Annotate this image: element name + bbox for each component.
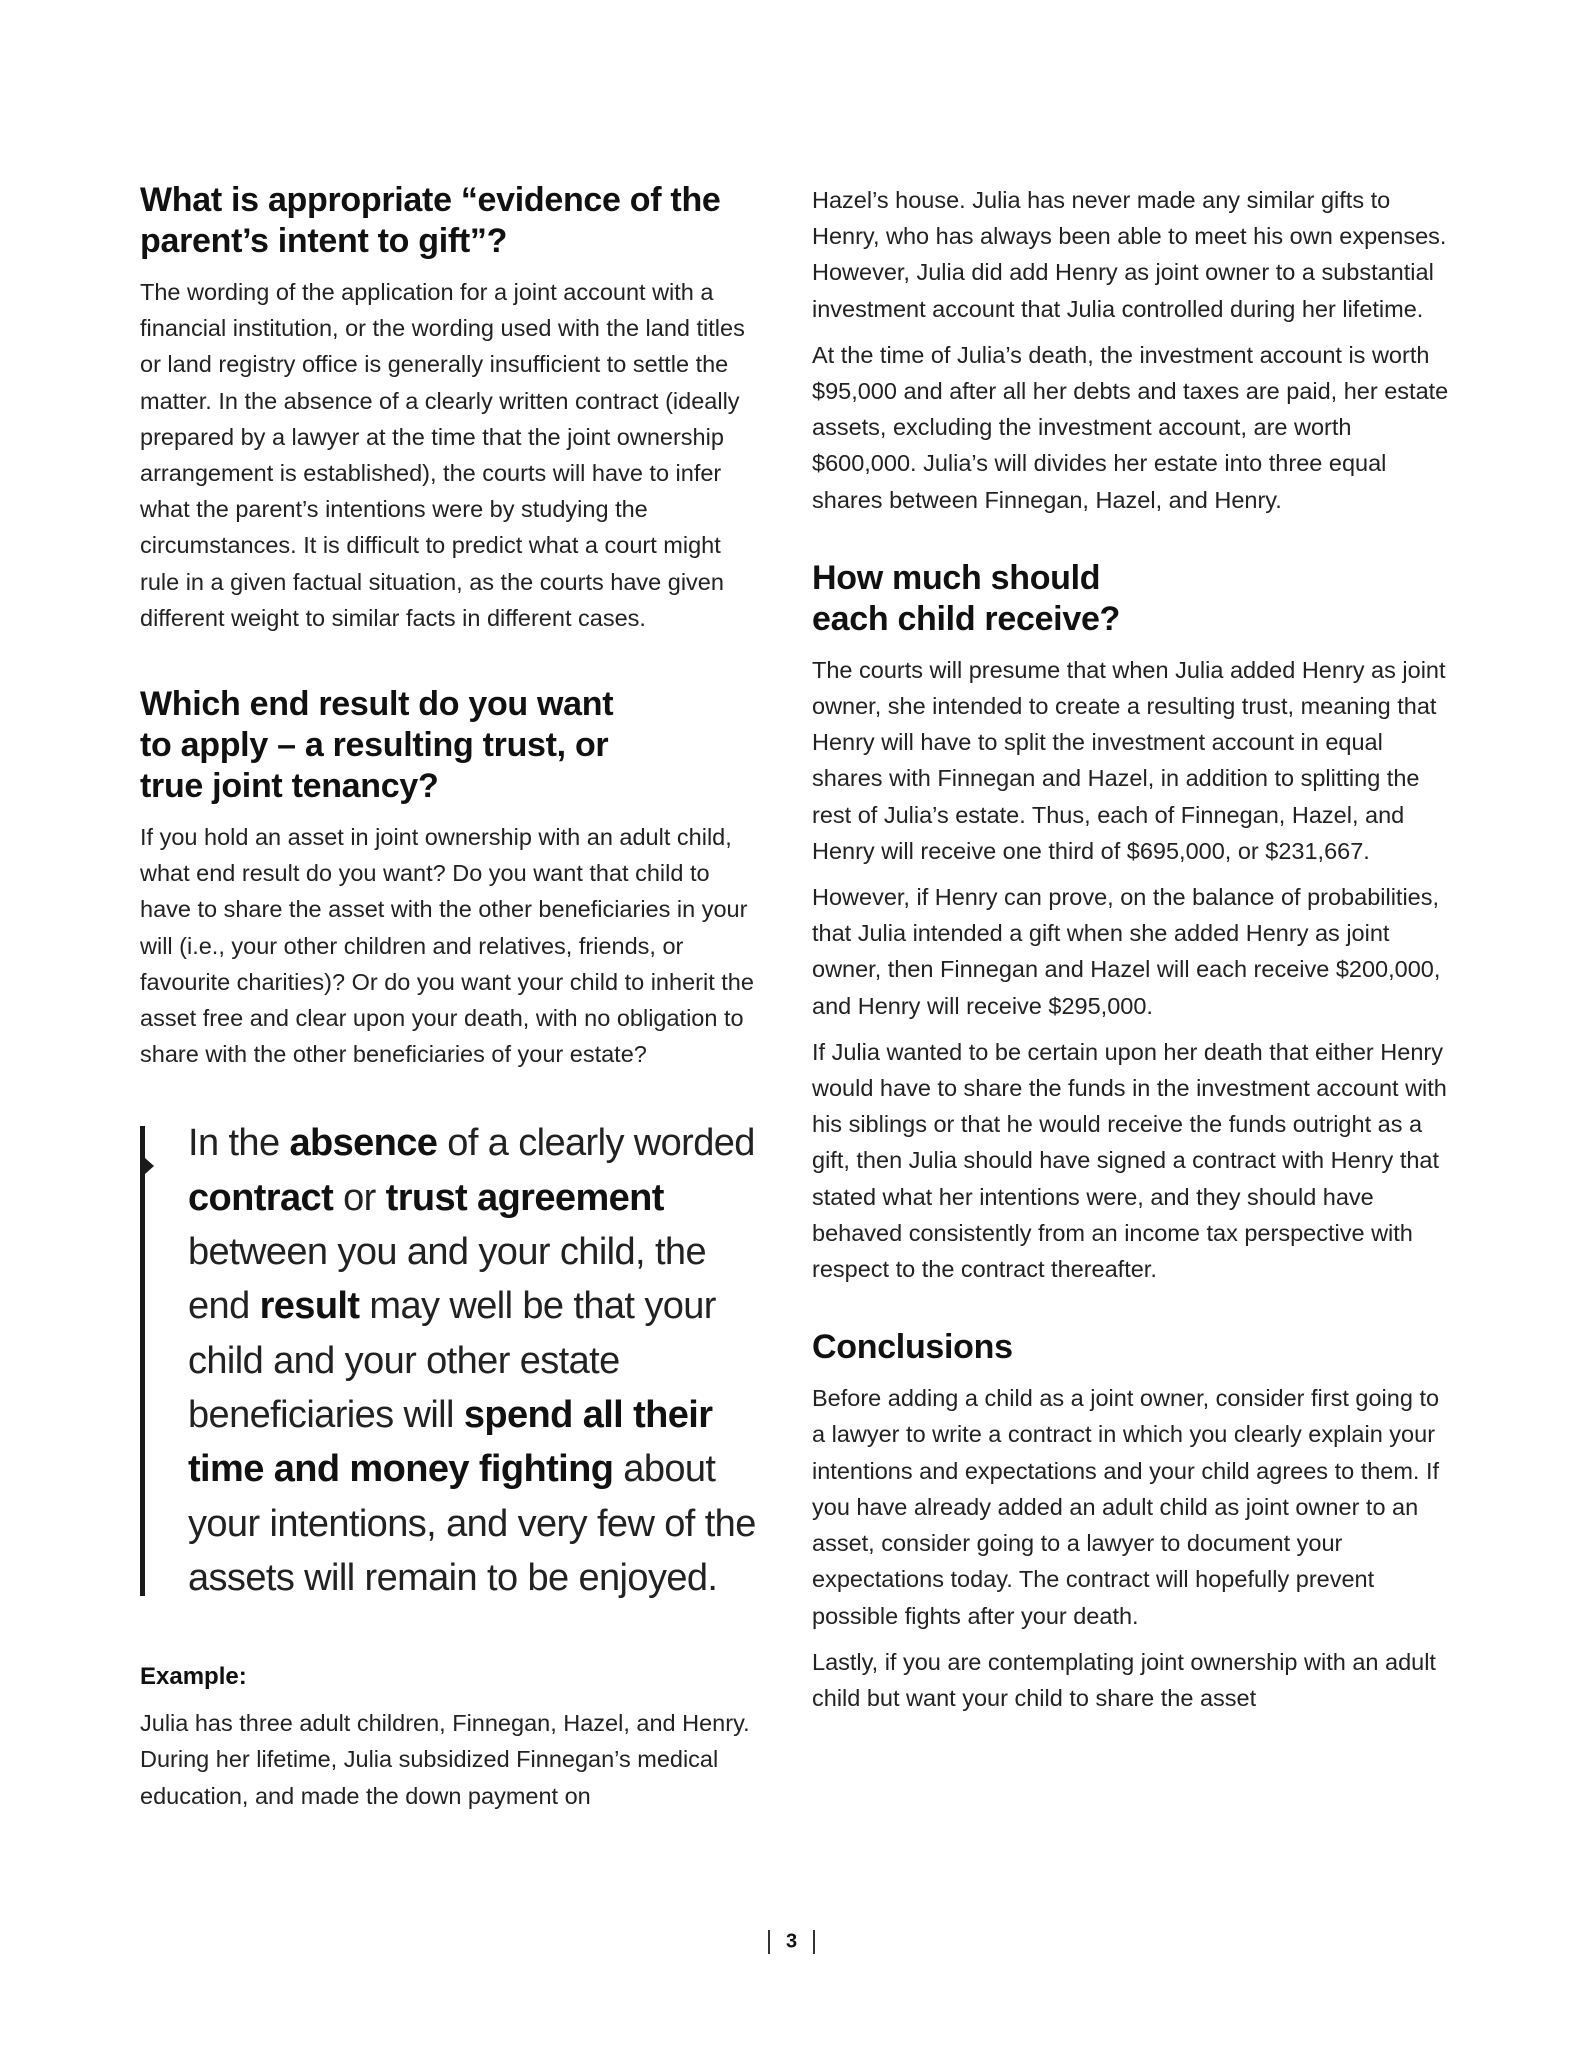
paragraph-hazels-house: Hazel’s house. Julia has never made any similar gifts to Henry, who has always been able to meet his own expenses. However, Julia did add Henry as joint owner to a substantial investment account that Julia controlled during her lifetime. [812, 187, 1447, 322]
page-number [0, 1930, 1583, 1954]
paragraph-henry-can-prove: However, if Henry can prove, on the balance of probabilities, that Julia intended a gift when she added Henry as joint owner, then Finnegan and Hazel will each receive $200,000, and Henry will receive $295,000. [812, 884, 1441, 1019]
heading-conclusions: Conclusions [812, 1328, 1013, 1367]
example-label: Example: [140, 1663, 247, 1691]
paragraph-julia-certain: If Julia wanted to be certain upon her death that either Henry would have to share the funds in the investment account with his siblings or that he would receive the funds outright as a gift, then Julia should have signed a contract with Henry that stated what her intentions were, and they should have behaved consistently from an income tax perspective with respect to the contract thereafter. [812, 1038, 1447, 1283]
right-column [812, 182, 1452, 1726]
paragraph-wording-of-application: The wording of the application for a joint account with a financial institution, or the wording used with the land titles or land registry office is generally insufficient to settle the matter. In the absence of a clearly written contract (ideally prepared by a lawyer at the time that the joint ownership arrangement is established), the courts will have to infer what the parent’s intentions were by studying the circumstances. It is difficult to predict what a court might rule in a given factual situation, as the courts have given different weight to similar facts in different cases. [140, 279, 745, 631]
paragraph-time-of-death: At the time of Julia’s death, the investment account is worth $95,000 and after all her debts and taxes are paid, her estate assets, excluding the investment account, are worth $600,000. Julia’s will divides her estate into three equal shares between Finnegan, Hazel, and Henry. [812, 341, 1449, 513]
page-number-value: 3 [785, 1930, 798, 1953]
paragraph-before-adding-child: Before adding a child as a joint owner, consider first going to a lawyer to write a contract in which you clearly explain your intentions and expectations and your child agrees to them. If you have already added an adult child as joint owner to an asset, consider going to a lawyer to document your expectations today. The contract will hopefully prevent possible fights after your death. [812, 1385, 1440, 1629]
pull-quote [140, 1116, 765, 1605]
paragraph-lastly: Lastly, if you are contemplating joint ownership with an adult child but want your child to share the asset [812, 1648, 1436, 1711]
heading-evidence-of-intent: What is appropriate “evidence of the parent’s intent to gift”? [140, 181, 721, 260]
page-number-divider-right [813, 1930, 815, 1954]
heading-which-end-result: Which end result do you want to apply – a resulting trust, or true joint tenancy? [140, 685, 614, 806]
pull-quote-notch [145, 1158, 154, 1174]
paragraph-joint-ownership-question: If you hold an asset in joint ownership with an adult child, what end result do you want? Do you want that child to have to share the asset with the other beneficiaries in your will (i.e., your other children and relatives, friends, or favourite charities)? Or do you want your child to inherit the asset free and clear upon your death, with no obligation to share with the other beneficiaries of your estate? [140, 824, 754, 1068]
pull-quote-text: In the absence of a clearly worded contract or trust agreement between you and your child, the end result may well be that your child and your other estate beneficiaries will spend all their time and money fighting about your intentions, and very few of the assets will remain to be enjoyed. [188, 1122, 756, 1599]
paragraph-courts-presume: The courts will presume that when Julia added Henry as joint owner, she intended to create a resulting trust, meaning that Henry will have to split the investment account in equal shares with Finnegan and Hazel, in addition to splitting the rest of Julia’s estate. Thus, each of Finnegan, Hazel, and Henry will receive one third of $695,000, or $231,667. [812, 656, 1446, 864]
paragraph-example-intro: Julia has three adult children, Finnegan, Hazel, and Henry. During her lifetime, Julia subsidized Finnegan’s medical education, and made the down payment on [140, 1710, 750, 1809]
page-number-divider-left [768, 1930, 770, 1954]
heading-how-much-each-child: How much should each child receive? [812, 558, 1121, 638]
pull-quote-bar [140, 1126, 145, 1596]
left-column [140, 180, 765, 1824]
